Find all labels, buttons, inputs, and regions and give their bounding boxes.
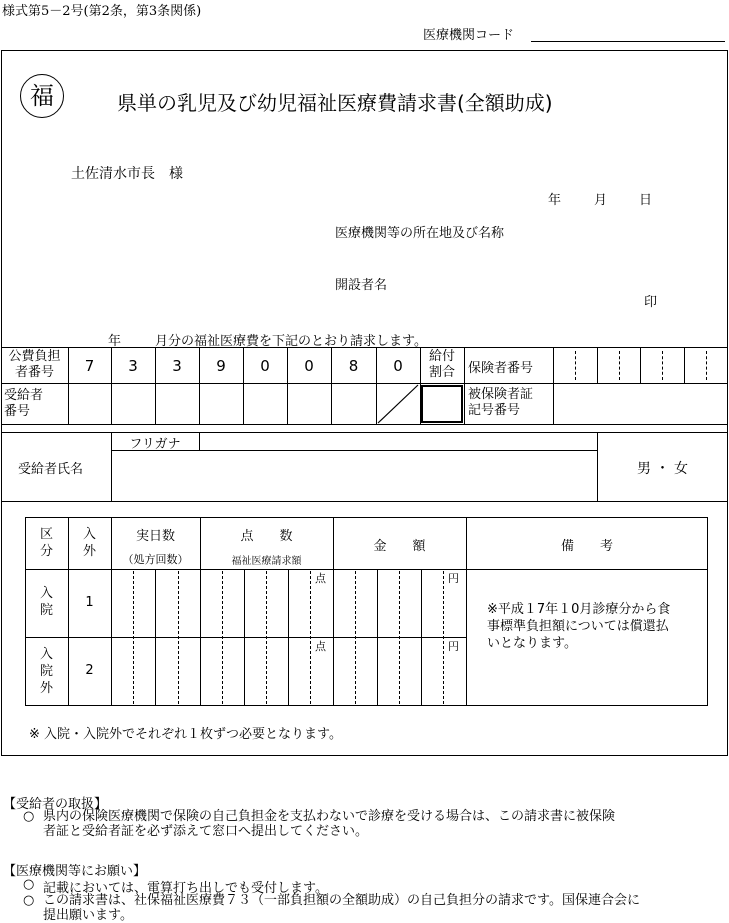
table-footnote: ※ 入院・入院外でそれぞれ１枚ずつ必要となります。 bbox=[29, 727, 342, 742]
yen-unit: 円 bbox=[448, 572, 459, 585]
form-title: 県単の乳児及び幼児福祉医療費請求書(全額助成) bbox=[117, 91, 553, 115]
yen-unit: 円 bbox=[448, 640, 459, 653]
payer-digit: 9 bbox=[216, 357, 226, 375]
payer-digit: 0 bbox=[304, 357, 314, 375]
seal-label: 印 bbox=[644, 295, 658, 310]
recipient-notes-heading: 【受給者の取扱】 bbox=[3, 797, 108, 812]
recipient-name-label: 受給者氏名 bbox=[18, 462, 84, 477]
col-points-sub: 福祉医療請求額 bbox=[231, 556, 302, 567]
institution-code-line[interactable] bbox=[531, 41, 725, 42]
bullet-icon: ○ bbox=[23, 877, 35, 892]
institution-code-label: 医療機関コード bbox=[423, 28, 515, 43]
form-number: 様式第5－2号(第2条，第3条関係) bbox=[2, 4, 202, 19]
recipient-note-item: 県内の保険医療機関で保険の自己負担金を支払わないで診療を受ける場合は、この請求書に被保険 者証と受給者証を必ず添えて窓口へ提出してください。 bbox=[43, 809, 616, 839]
col-days: 実日数 bbox=[135, 529, 175, 544]
institution-address-label: 医療機関等の所在地及び名称 bbox=[335, 226, 505, 241]
gender-selector[interactable]: 男 ・ 女 bbox=[637, 461, 688, 477]
payer-digit: 0 bbox=[260, 357, 270, 375]
col-amount: 金 額 bbox=[373, 539, 426, 554]
payer-digit: 3 bbox=[128, 357, 138, 375]
remarks-note: ※平成１7年１0月診療分から食 事標準負担額については償還払 いとなります。 bbox=[487, 602, 671, 651]
payer-digit: 7 bbox=[84, 357, 95, 375]
insurer-number-label: 保険者番号 bbox=[468, 361, 534, 376]
row-outpatient-label: 入 院 外 bbox=[39, 647, 53, 696]
col-kubun: 区 分 bbox=[39, 527, 53, 559]
institution-notes-heading: 【医療機関等にお願い】 bbox=[3, 864, 147, 879]
insured-card-label: 被保険者証 記号番号 bbox=[468, 387, 534, 418]
founder-label: 開設者名 bbox=[335, 278, 388, 293]
request-year: 年 bbox=[108, 334, 122, 349]
benefit-ratio-box[interactable] bbox=[421, 385, 463, 423]
furigana-label: フリガナ bbox=[129, 437, 181, 452]
bullet-icon: ○ bbox=[23, 893, 35, 908]
row-inpatient-code: 1 bbox=[85, 595, 94, 610]
col-nyugai: 入 外 bbox=[82, 527, 96, 559]
date-year[interactable]: 年 bbox=[548, 193, 562, 208]
benefit-ratio-label: 給付 割合 bbox=[428, 349, 455, 380]
date-day[interactable]: 日 bbox=[639, 193, 653, 208]
col-points: 点 数 bbox=[240, 529, 293, 544]
payer-digit: 8 bbox=[348, 357, 359, 375]
point-unit: 点 bbox=[315, 572, 326, 585]
institution-note-item: 記載においては、電算打ち出しでも受付します。 bbox=[43, 881, 328, 896]
row-inpatient-label: 入 院 bbox=[39, 586, 53, 618]
institution-note-item: この請求書は、社保福祉医療費７３（一部負担額の全額助成）の自己負担分の請求です。国保連合会に 提出願います。 bbox=[43, 893, 640, 923]
col-days-sub: （処方回数） bbox=[122, 553, 189, 566]
col-remarks: 備 考 bbox=[560, 539, 613, 554]
recipient-number-label: 受給者 番号 bbox=[4, 388, 44, 419]
payer-digit: 3 bbox=[172, 357, 182, 375]
fuku-mark-icon: 福 bbox=[20, 74, 64, 118]
date-month[interactable]: 月 bbox=[594, 193, 608, 208]
addressee: 土佐清水市長 様 bbox=[71, 166, 183, 182]
diagonal-slash-icon bbox=[376, 383, 420, 424]
payer-digit: 0 bbox=[393, 357, 403, 375]
payer-number-label: 公費負担 者番号 bbox=[8, 349, 61, 380]
bullet-icon: ○ bbox=[23, 809, 35, 824]
point-unit: 点 bbox=[315, 640, 326, 653]
request-sentence: 月分の福祉医療費を下記のとおり請求します。 bbox=[155, 334, 427, 349]
row-outpatient-code: 2 bbox=[85, 663, 94, 678]
